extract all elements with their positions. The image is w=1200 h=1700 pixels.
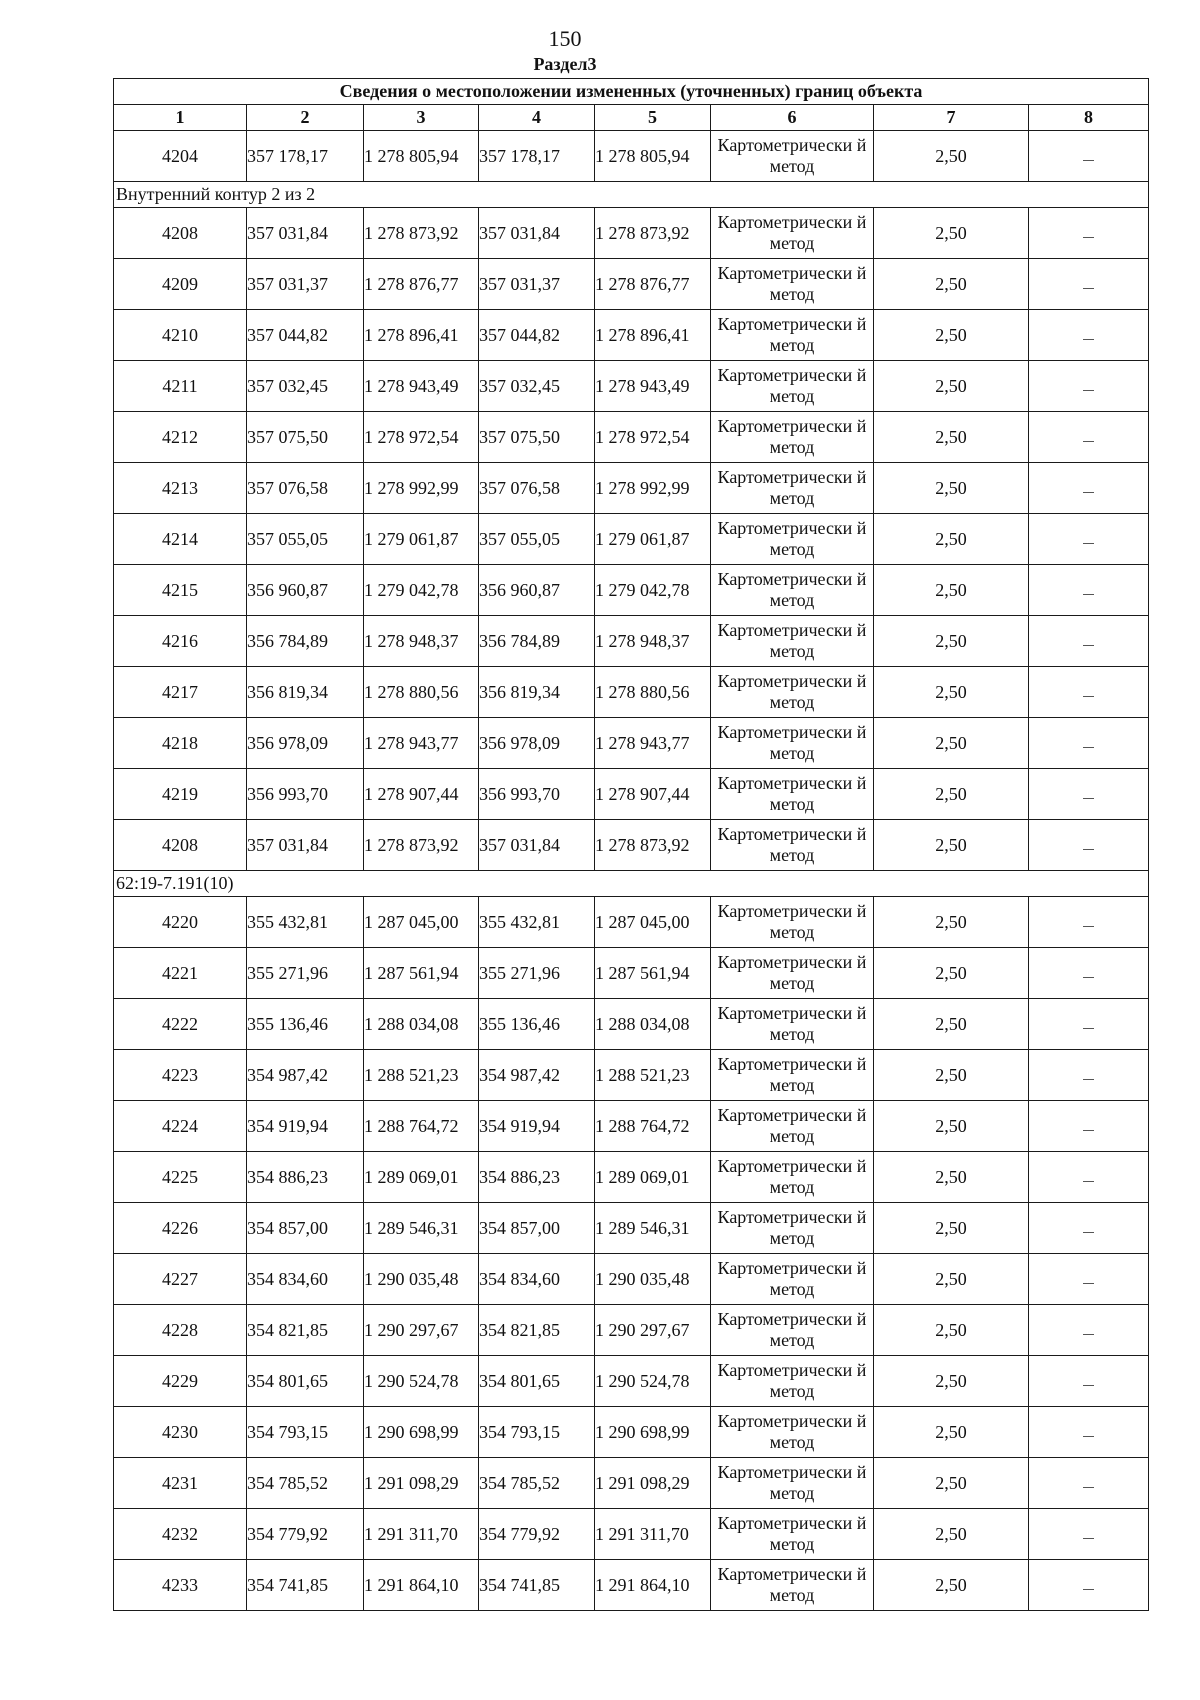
point-number-cell: 4226 (114, 1203, 247, 1254)
refined-y-cell: 1 289 069,01 (595, 1152, 711, 1203)
accuracy-cell: 2,50 (874, 463, 1029, 514)
existing-x-cell: 354 834,60 (247, 1254, 364, 1305)
refined-y-cell: 1 290 524,78 (595, 1356, 711, 1407)
table-row (114, 820, 1149, 871)
empty-value-cell (1029, 208, 1149, 259)
existing-x-cell: 354 801,65 (247, 1356, 364, 1407)
empty-value-cell (1029, 514, 1149, 565)
dash-mark (1083, 1538, 1094, 1539)
empty-value-cell (1029, 1050, 1149, 1101)
dash-mark (1083, 543, 1094, 544)
method-cell: Картометрически й метод (711, 259, 874, 310)
group-header-row (114, 871, 1149, 897)
refined-y-cell: 1 278 873,92 (595, 820, 711, 871)
existing-y-cell: 1 288 034,08 (364, 999, 479, 1050)
accuracy-cell: 2,50 (874, 1101, 1029, 1152)
point-number-cell: 4229 (114, 1356, 247, 1407)
column-number: 2 (247, 105, 364, 131)
existing-y-cell: 1 287 561,94 (364, 948, 479, 999)
existing-x-cell: 356 993,70 (247, 769, 364, 820)
empty-value-cell (1029, 310, 1149, 361)
existing-x-cell: 354 793,15 (247, 1407, 364, 1458)
empty-value-cell (1029, 948, 1149, 999)
existing-x-cell: 357 031,84 (247, 820, 364, 871)
existing-y-cell: 1 288 764,72 (364, 1101, 479, 1152)
method-cell: Картометрически й метод (711, 463, 874, 514)
existing-x-cell: 357 031,84 (247, 208, 364, 259)
dash-mark (1083, 798, 1094, 799)
refined-x-cell: 354 886,23 (479, 1152, 595, 1203)
empty-value-cell (1029, 820, 1149, 871)
accuracy-cell: 2,50 (874, 1407, 1029, 1458)
table-row (114, 769, 1149, 820)
refined-x-cell: 354 821,85 (479, 1305, 595, 1356)
dash-mark (1083, 492, 1094, 493)
refined-y-cell: 1 288 521,23 (595, 1050, 711, 1101)
refined-x-cell: 357 031,84 (479, 820, 595, 871)
method-cell: Картометрически й метод (711, 718, 874, 769)
accuracy-cell: 2,50 (874, 259, 1029, 310)
refined-x-cell: 354 785,52 (479, 1458, 595, 1509)
accuracy-cell: 2,50 (874, 1254, 1029, 1305)
refined-y-cell: 1 278 873,92 (595, 208, 711, 259)
refined-x-cell: 355 271,96 (479, 948, 595, 999)
accuracy-cell: 2,50 (874, 1152, 1029, 1203)
dash-mark (1083, 1589, 1094, 1590)
point-number-cell: 4214 (114, 514, 247, 565)
accuracy-cell: 2,50 (874, 1050, 1029, 1101)
refined-y-cell: 1 287 045,00 (595, 897, 711, 948)
table-row (114, 616, 1149, 667)
accuracy-cell: 2,50 (874, 361, 1029, 412)
table-caption: Сведения о местоположении измененных (уточненных) границ объекта (114, 79, 1149, 105)
existing-y-cell: 1 290 524,78 (364, 1356, 479, 1407)
existing-x-cell: 356 784,89 (247, 616, 364, 667)
accuracy-cell: 2,50 (874, 1509, 1029, 1560)
existing-x-cell: 355 271,96 (247, 948, 364, 999)
dash-mark (1083, 1487, 1094, 1488)
point-number-cell: 4231 (114, 1458, 247, 1509)
empty-value-cell (1029, 667, 1149, 718)
refined-y-cell: 1 291 864,10 (595, 1560, 711, 1611)
refined-x-cell: 354 857,00 (479, 1203, 595, 1254)
refined-x-cell: 357 055,05 (479, 514, 595, 565)
refined-x-cell: 356 978,09 (479, 718, 595, 769)
table-row (114, 1305, 1149, 1356)
dash-mark (1083, 594, 1094, 595)
empty-value-cell (1029, 1203, 1149, 1254)
empty-value-cell (1029, 999, 1149, 1050)
column-number: 3 (364, 105, 479, 131)
refined-y-cell: 1 278 880,56 (595, 667, 711, 718)
method-cell: Картометрически й метод (711, 1560, 874, 1611)
refined-x-cell: 355 136,46 (479, 999, 595, 1050)
accuracy-cell: 2,50 (874, 667, 1029, 718)
table-row (114, 1203, 1149, 1254)
group-header-row (114, 182, 1149, 208)
existing-y-cell: 1 289 546,31 (364, 1203, 479, 1254)
table-row (114, 259, 1149, 310)
table-row (114, 1356, 1149, 1407)
empty-value-cell (1029, 1407, 1149, 1458)
existing-y-cell: 1 291 098,29 (364, 1458, 479, 1509)
dash-mark (1083, 645, 1094, 646)
refined-x-cell: 356 819,34 (479, 667, 595, 718)
refined-x-cell: 355 432,81 (479, 897, 595, 948)
refined-x-cell: 357 044,82 (479, 310, 595, 361)
refined-y-cell: 1 288 764,72 (595, 1101, 711, 1152)
accuracy-cell: 2,50 (874, 1356, 1029, 1407)
point-number-cell: 4227 (114, 1254, 247, 1305)
method-cell: Картометрически й метод (711, 897, 874, 948)
table-row (114, 208, 1149, 259)
table-row (114, 1407, 1149, 1458)
existing-y-cell: 1 278 896,41 (364, 310, 479, 361)
refined-x-cell: 354 987,42 (479, 1050, 595, 1101)
refined-x-cell: 354 919,94 (479, 1101, 595, 1152)
point-number-cell: 4211 (114, 361, 247, 412)
existing-x-cell: 356 819,34 (247, 667, 364, 718)
table-row (114, 361, 1149, 412)
table-body (114, 131, 1149, 1611)
refined-y-cell: 1 289 546,31 (595, 1203, 711, 1254)
accuracy-cell: 2,50 (874, 310, 1029, 361)
method-cell: Картометрически й метод (711, 1305, 874, 1356)
method-cell: Картометрически й метод (711, 820, 874, 871)
empty-value-cell (1029, 1152, 1149, 1203)
method-cell: Картометрически й метод (711, 1203, 874, 1254)
accuracy-cell: 2,50 (874, 769, 1029, 820)
dash-mark (1083, 1385, 1094, 1386)
existing-x-cell: 354 886,23 (247, 1152, 364, 1203)
existing-x-cell: 357 032,45 (247, 361, 364, 412)
accuracy-cell: 2,50 (874, 1458, 1029, 1509)
existing-x-cell: 357 178,17 (247, 131, 364, 182)
table-row (114, 1458, 1149, 1509)
existing-y-cell: 1 289 069,01 (364, 1152, 479, 1203)
refined-y-cell: 1 287 561,94 (595, 948, 711, 999)
existing-y-cell: 1 278 948,37 (364, 616, 479, 667)
column-number: 7 (874, 105, 1029, 131)
accuracy-cell: 2,50 (874, 897, 1029, 948)
refined-x-cell: 357 178,17 (479, 131, 595, 182)
accuracy-cell: 2,50 (874, 565, 1029, 616)
column-number: 1 (114, 105, 247, 131)
accuracy-cell: 2,50 (874, 514, 1029, 565)
method-cell: Картометрически й метод (711, 999, 874, 1050)
refined-x-cell: 354 793,15 (479, 1407, 595, 1458)
existing-x-cell: 357 075,50 (247, 412, 364, 463)
empty-value-cell (1029, 1509, 1149, 1560)
method-cell: Картометрически й метод (711, 667, 874, 718)
point-number-cell: 4220 (114, 897, 247, 948)
column-number: 8 (1029, 105, 1149, 131)
table-row (114, 948, 1149, 999)
table-row (114, 1509, 1149, 1560)
refined-y-cell: 1 278 943,49 (595, 361, 711, 412)
refined-y-cell: 1 290 297,67 (595, 1305, 711, 1356)
existing-y-cell: 1 278 943,49 (364, 361, 479, 412)
empty-value-cell (1029, 463, 1149, 514)
dash-mark (1083, 339, 1094, 340)
column-number: 6 (711, 105, 874, 131)
point-number-cell: 4221 (114, 948, 247, 999)
existing-y-cell: 1 278 943,77 (364, 718, 479, 769)
table-row (114, 514, 1149, 565)
method-cell: Картометрически й метод (711, 948, 874, 999)
refined-x-cell: 356 784,89 (479, 616, 595, 667)
refined-y-cell: 1 278 972,54 (595, 412, 711, 463)
point-number-cell: 4222 (114, 999, 247, 1050)
dash-mark (1083, 1334, 1094, 1335)
existing-x-cell: 354 785,52 (247, 1458, 364, 1509)
point-number-cell: 4208 (114, 208, 247, 259)
existing-y-cell: 1 278 805,94 (364, 131, 479, 182)
existing-x-cell: 356 978,09 (247, 718, 364, 769)
point-number-cell: 4217 (114, 667, 247, 718)
refined-y-cell: 1 278 805,94 (595, 131, 711, 182)
empty-value-cell (1029, 565, 1149, 616)
method-cell: Картометрически й метод (711, 769, 874, 820)
method-cell: Картометрически й метод (711, 1407, 874, 1458)
existing-y-cell: 1 291 311,70 (364, 1509, 479, 1560)
refined-x-cell: 357 031,84 (479, 208, 595, 259)
existing-y-cell: 1 278 992,99 (364, 463, 479, 514)
existing-y-cell: 1 279 042,78 (364, 565, 479, 616)
refined-y-cell: 1 290 698,99 (595, 1407, 711, 1458)
group-label: Внутренний контур 2 из 2 (114, 182, 1149, 208)
existing-x-cell: 357 044,82 (247, 310, 364, 361)
existing-x-cell: 354 987,42 (247, 1050, 364, 1101)
dash-mark (1083, 1232, 1094, 1233)
method-cell: Картометрически й метод (711, 1152, 874, 1203)
dash-mark (1083, 1079, 1094, 1080)
empty-value-cell (1029, 1305, 1149, 1356)
existing-y-cell: 1 291 864,10 (364, 1560, 479, 1611)
existing-y-cell: 1 279 061,87 (364, 514, 479, 565)
table-row (114, 310, 1149, 361)
point-number-cell: 4212 (114, 412, 247, 463)
existing-x-cell: 354 741,85 (247, 1560, 364, 1611)
accuracy-cell: 2,50 (874, 1560, 1029, 1611)
empty-value-cell (1029, 1458, 1149, 1509)
point-number-cell: 4223 (114, 1050, 247, 1101)
table-row (114, 412, 1149, 463)
method-cell: Картометрически й метод (711, 1458, 874, 1509)
table-row (114, 1560, 1149, 1611)
refined-y-cell: 1 278 943,77 (595, 718, 711, 769)
coordinates-table (113, 78, 1149, 1611)
dash-mark (1083, 1436, 1094, 1437)
dash-mark (1083, 390, 1094, 391)
method-cell: Картометрически й метод (711, 1509, 874, 1560)
accuracy-cell: 2,50 (874, 718, 1029, 769)
dash-mark (1083, 849, 1094, 850)
empty-value-cell (1029, 1356, 1149, 1407)
method-cell: Картометрически й метод (711, 1254, 874, 1305)
accuracy-cell: 2,50 (874, 948, 1029, 999)
existing-x-cell: 357 076,58 (247, 463, 364, 514)
dash-mark (1083, 926, 1094, 927)
existing-y-cell: 1 278 876,77 (364, 259, 479, 310)
existing-x-cell: 354 779,92 (247, 1509, 364, 1560)
dash-mark (1083, 1181, 1094, 1182)
column-number: 4 (479, 105, 595, 131)
existing-x-cell: 354 857,00 (247, 1203, 364, 1254)
point-number-cell: 4230 (114, 1407, 247, 1458)
dash-mark (1083, 1130, 1094, 1131)
existing-y-cell: 1 287 045,00 (364, 897, 479, 948)
column-number-row (114, 105, 1149, 131)
empty-value-cell (1029, 897, 1149, 948)
empty-value-cell (1029, 259, 1149, 310)
point-number-cell: 4232 (114, 1509, 247, 1560)
method-cell: Картометрически й метод (711, 1101, 874, 1152)
table-row (114, 718, 1149, 769)
point-number-cell: 4225 (114, 1152, 247, 1203)
point-number-cell: 4233 (114, 1560, 247, 1611)
dash-mark (1083, 1028, 1094, 1029)
section-title: Раздел3 (533, 54, 597, 74)
table-row (114, 1254, 1149, 1305)
empty-value-cell (1029, 1560, 1149, 1611)
existing-y-cell: 1 290 035,48 (364, 1254, 479, 1305)
table-row (114, 667, 1149, 718)
column-number: 5 (595, 105, 711, 131)
empty-value-cell (1029, 131, 1149, 182)
refined-x-cell: 354 834,60 (479, 1254, 595, 1305)
existing-y-cell: 1 290 698,99 (364, 1407, 479, 1458)
point-number-cell: 4209 (114, 259, 247, 310)
dash-mark (1083, 1283, 1094, 1284)
accuracy-cell: 2,50 (874, 999, 1029, 1050)
refined-x-cell: 356 960,87 (479, 565, 595, 616)
accuracy-cell: 2,50 (874, 208, 1029, 259)
existing-x-cell: 357 031,37 (247, 259, 364, 310)
table-row (114, 565, 1149, 616)
refined-y-cell: 1 278 948,37 (595, 616, 711, 667)
existing-y-cell: 1 278 873,92 (364, 820, 479, 871)
point-number-cell: 4219 (114, 769, 247, 820)
accuracy-cell: 2,50 (874, 1305, 1029, 1356)
refined-y-cell: 1 278 896,41 (595, 310, 711, 361)
existing-y-cell: 1 278 972,54 (364, 412, 479, 463)
refined-x-cell: 357 031,37 (479, 259, 595, 310)
method-cell: Картометрически й метод (711, 1356, 874, 1407)
empty-value-cell (1029, 1254, 1149, 1305)
existing-x-cell: 354 821,85 (247, 1305, 364, 1356)
point-number-cell: 4204 (114, 131, 247, 182)
accuracy-cell: 2,50 (874, 1203, 1029, 1254)
refined-y-cell: 1 291 311,70 (595, 1509, 711, 1560)
dash-mark (1083, 288, 1094, 289)
table-row (114, 999, 1149, 1050)
point-number-cell: 4228 (114, 1305, 247, 1356)
accuracy-cell: 2,50 (874, 820, 1029, 871)
refined-y-cell: 1 279 042,78 (595, 565, 711, 616)
empty-value-cell (1029, 1101, 1149, 1152)
empty-value-cell (1029, 361, 1149, 412)
refined-x-cell: 354 741,85 (479, 1560, 595, 1611)
method-cell: Картометрически й метод (711, 131, 874, 182)
empty-value-cell (1029, 616, 1149, 667)
table-row (114, 1152, 1149, 1203)
accuracy-cell: 2,50 (874, 616, 1029, 667)
method-cell: Картометрически й метод (711, 1050, 874, 1101)
empty-value-cell (1029, 769, 1149, 820)
table-row (114, 463, 1149, 514)
dash-mark (1083, 237, 1094, 238)
method-cell: Картометрически й метод (711, 310, 874, 361)
method-cell: Картометрически й метод (711, 412, 874, 463)
page-number: 150 (548, 26, 582, 51)
point-number-cell: 4208 (114, 820, 247, 871)
refined-x-cell: 357 075,50 (479, 412, 595, 463)
dash-mark (1083, 696, 1094, 697)
existing-y-cell: 1 288 521,23 (364, 1050, 479, 1101)
refined-x-cell: 356 993,70 (479, 769, 595, 820)
refined-x-cell: 354 801,65 (479, 1356, 595, 1407)
table-row (114, 897, 1149, 948)
dash-mark (1083, 160, 1094, 161)
empty-value-cell (1029, 718, 1149, 769)
group-label: 62:19-7.191(10) (114, 871, 1149, 897)
existing-y-cell: 1 290 297,67 (364, 1305, 479, 1356)
point-number-cell: 4210 (114, 310, 247, 361)
existing-y-cell: 1 278 907,44 (364, 769, 479, 820)
refined-x-cell: 354 779,92 (479, 1509, 595, 1560)
existing-x-cell: 355 136,46 (247, 999, 364, 1050)
point-number-cell: 4224 (114, 1101, 247, 1152)
refined-y-cell: 1 279 061,87 (595, 514, 711, 565)
table-row (114, 1050, 1149, 1101)
accuracy-cell: 2,50 (874, 412, 1029, 463)
method-cell: Картометрически й метод (711, 616, 874, 667)
method-cell: Картометрически й метод (711, 361, 874, 412)
existing-x-cell: 357 055,05 (247, 514, 364, 565)
dash-mark (1083, 441, 1094, 442)
refined-x-cell: 357 032,45 (479, 361, 595, 412)
table-row (114, 1101, 1149, 1152)
existing-y-cell: 1 278 873,92 (364, 208, 479, 259)
empty-value-cell (1029, 412, 1149, 463)
dash-mark (1083, 977, 1094, 978)
refined-y-cell: 1 291 098,29 (595, 1458, 711, 1509)
refined-x-cell: 357 076,58 (479, 463, 595, 514)
point-number-cell: 4215 (114, 565, 247, 616)
refined-y-cell: 1 290 035,48 (595, 1254, 711, 1305)
method-cell: Картометрически й метод (711, 565, 874, 616)
refined-y-cell: 1 278 876,77 (595, 259, 711, 310)
table-row (114, 131, 1149, 182)
method-cell: Картометрически й метод (711, 208, 874, 259)
existing-x-cell: 356 960,87 (247, 565, 364, 616)
method-cell: Картометрически й метод (711, 514, 874, 565)
refined-y-cell: 1 278 992,99 (595, 463, 711, 514)
point-number-cell: 4216 (114, 616, 247, 667)
existing-x-cell: 355 432,81 (247, 897, 364, 948)
accuracy-cell: 2,50 (874, 131, 1029, 182)
refined-y-cell: 1 288 034,08 (595, 999, 711, 1050)
existing-x-cell: 354 919,94 (247, 1101, 364, 1152)
existing-y-cell: 1 278 880,56 (364, 667, 479, 718)
point-number-cell: 4213 (114, 463, 247, 514)
refined-y-cell: 1 278 907,44 (595, 769, 711, 820)
dash-mark (1083, 747, 1094, 748)
point-number-cell: 4218 (114, 718, 247, 769)
